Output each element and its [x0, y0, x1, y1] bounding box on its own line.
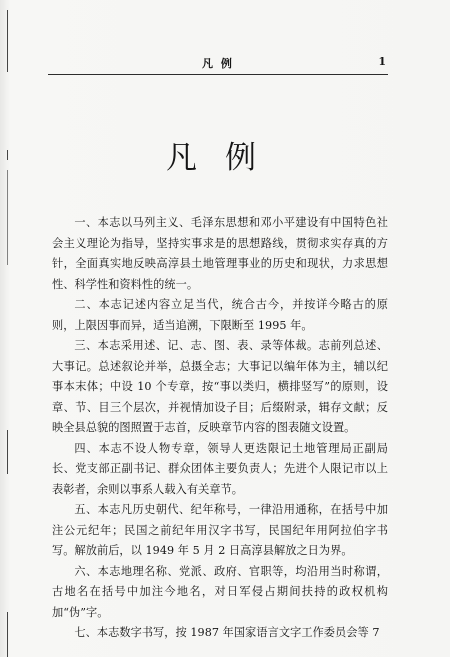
main-content	[52, 213, 388, 644]
paragraph-4: 四、本志不设人物专章，领导人更迭限记土地管理局正副局长、党支部正副书记、群众团体主要负责人；先进个人限记市以上表彰者，余则以事系人载入有关章节。	[52, 441, 388, 496]
header-title: 凡 例	[202, 57, 234, 70]
paragraph-5: 五、本志凡历史朝代、纪年称号，一律沿用通称，在括号中加注公元纪年；民国之前纪年用汉字书写，民国纪年用阿拉伯字书写。解放前后，以 1949 年 5 月 2 日高淳县解放之日为界。	[52, 503, 388, 557]
paragraph-7: 七、本志数字书写，按 1987 年国家语言文字工作委员会等 7	[74, 626, 380, 639]
paragraph-1: 一、本志以马列主义、毛泽东思想和邓小平建设有中国特色社会主义理论为指导，坚持实事求是的思想路线，贯彻求实存真的方针，全面真实地反映高淳县土地管理事业的历史和现状，力求思想性、科学性和资料性的统一。	[52, 216, 388, 291]
paragraph-6: 六、本志地理名称、党派、政府、官职等，均沿用当时称谓，古地名在括号中加注今地名，对日军侵占期间扶持的政权机构加“伪”字。	[52, 564, 388, 619]
page-title: 凡例	[166, 140, 284, 176]
scan-edge-mark	[7, 612, 8, 657]
paragraph-3: 三、本志采用述、记、志、图、表、录等体裁。志前列总述、大事记。总述叙论并举，总摄全志；大事记以编年体为主，辅以纪事本末体；中设 10 个专章，按“事以类归，横排竖写”的原则，设章、节、目三个层次，并视情加设子目；后缀附录，辑存文献；反映全县总貌的图照置于志首，反映章节内容的图表随文设置。	[52, 339, 388, 434]
scan-edge-mark	[7, 170, 8, 265]
running-header	[48, 54, 388, 75]
page-number: 1	[378, 55, 386, 68]
paragraph-2: 二、本志记述内容立足当代，统合古今，并按详今略古的原则，上限因事而异，适当追溯，下限断至 1995 年。	[52, 298, 388, 332]
scan-edge-mark	[7, 430, 8, 474]
scan-edge-mark	[7, 10, 8, 72]
